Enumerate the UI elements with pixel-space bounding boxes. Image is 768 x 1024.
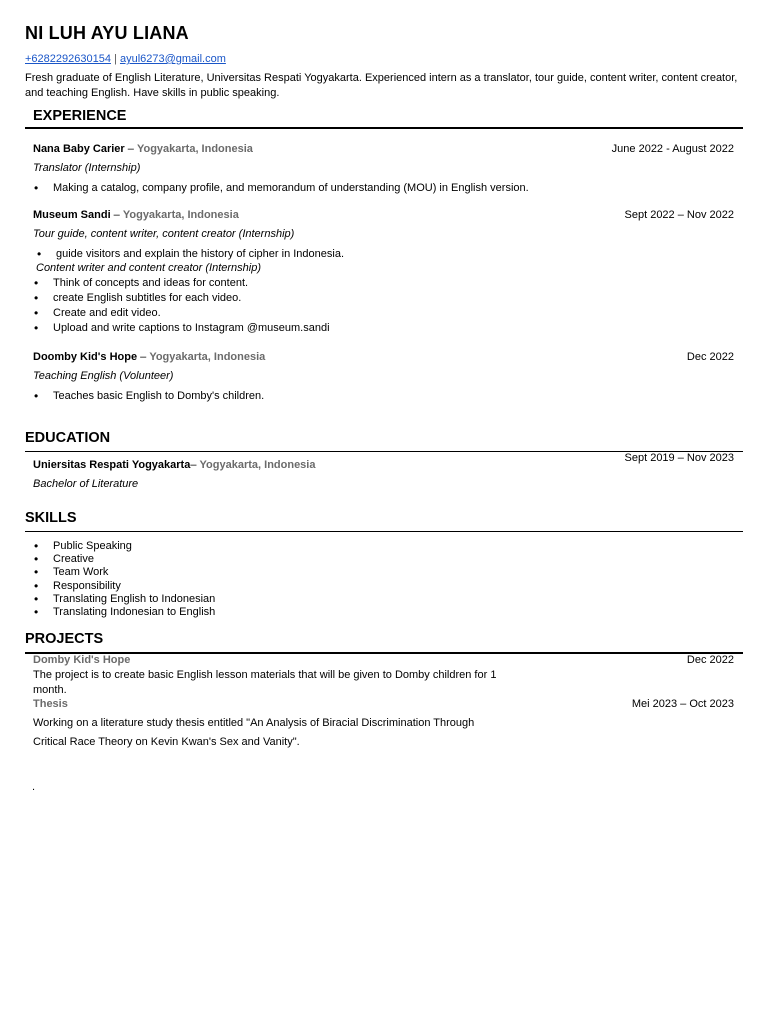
job-org: Nana Baby Carier – Yogyakarta, Indonesia xyxy=(33,143,253,155)
contact-line xyxy=(25,53,226,65)
section-heading-experience: EXPERIENCE xyxy=(33,108,127,124)
job-role: Tour guide, content writer, content creator (Internship) xyxy=(33,228,295,240)
project-desc: The project is to create basic English lesson materials that will be given to Domby children for 1 xyxy=(33,669,497,681)
phone-link[interactable]: +6282292630154 xyxy=(25,53,111,65)
project-desc: Critical Race Theory on Kevin Kwan's Sex and Vanity". xyxy=(33,736,300,748)
project-title: Domby Kid's Hope xyxy=(33,654,131,666)
trailing-dot: . xyxy=(32,781,36,793)
job-bullet: • Think of concepts and ideas for content. xyxy=(53,277,248,289)
job-role: Teaching English (Volunteer) xyxy=(33,370,174,382)
project-date: Dec 2022 xyxy=(686,654,734,666)
education-degree: Bachelor of Literature xyxy=(33,478,139,490)
job-bullet: • Upload and write captions to Instagram @museum.sandi xyxy=(53,322,330,334)
project-desc: month. xyxy=(33,684,67,696)
email-link[interactable]: ayul6273@gmail.com xyxy=(119,53,226,65)
section-divider xyxy=(25,652,743,654)
job-bullet: • guide visitors and explain the history of cipher in Indonesia. xyxy=(56,248,344,260)
project-date: Mei 2023 – Oct 2023 xyxy=(631,698,734,710)
skill-item: • Translating Indonesian to English xyxy=(53,606,215,618)
education-org: Uniersitas Respati Yogyakarta– Yogyakarta, Indonesia xyxy=(33,459,316,471)
job-bullet: • create English subtitles for each video. xyxy=(53,292,241,304)
skill-item: • Translating English to Indonesian xyxy=(53,593,215,605)
job-date: Sept 2022 – Nov 2022 xyxy=(624,209,734,221)
job-role: Translator (Internship) xyxy=(33,162,141,174)
job-bullet: • Making a catalog, company profile, and memorandum of understanding (MOU) in English version. xyxy=(53,182,529,194)
skill-item: • Responsibility xyxy=(53,580,121,592)
skill-item: • Creative xyxy=(53,553,94,565)
section-heading-skills: SKILLS xyxy=(25,510,77,526)
contact-separator: | xyxy=(114,53,117,65)
skill-item: • Public Speaking xyxy=(53,540,132,552)
project-desc: Working on a literature study thesis entitled "An Analysis of Biracial Discrimination Through xyxy=(33,717,475,729)
candidate-name: NI LUH AYU LIANA xyxy=(25,23,189,43)
summary: Fresh graduate of English Literature, Universitas Respati Yogyakarta. Experienced intern as a translator, tour guide, content writer, content creator, and teaching English. Have skills in public speaking. xyxy=(25,72,738,99)
job-org: Doomby Kid's Hope – Yogyakarta, Indonesia xyxy=(33,351,266,363)
job-subrole: Content writer and content creator (Internship) xyxy=(36,262,262,274)
project-title: Thesis xyxy=(33,698,68,710)
section-divider xyxy=(25,531,743,532)
section-divider xyxy=(25,127,743,129)
section-heading-education: EDUCATION xyxy=(25,430,111,446)
job-date: June 2022 - August 2022 xyxy=(611,143,734,155)
education-date: Sept 2019 – Nov 2023 xyxy=(624,452,734,464)
skill-item: • Team Work xyxy=(53,566,108,578)
job-bullet: • Teaches basic English to Domby's children. xyxy=(53,390,264,402)
job-bullet: • Create and edit video. xyxy=(53,307,161,319)
job-org: Museum Sandi – Yogyakarta, Indonesia xyxy=(33,209,239,221)
job-date: Dec 2022 xyxy=(686,351,734,363)
section-heading-projects: PROJECTS xyxy=(25,631,104,647)
